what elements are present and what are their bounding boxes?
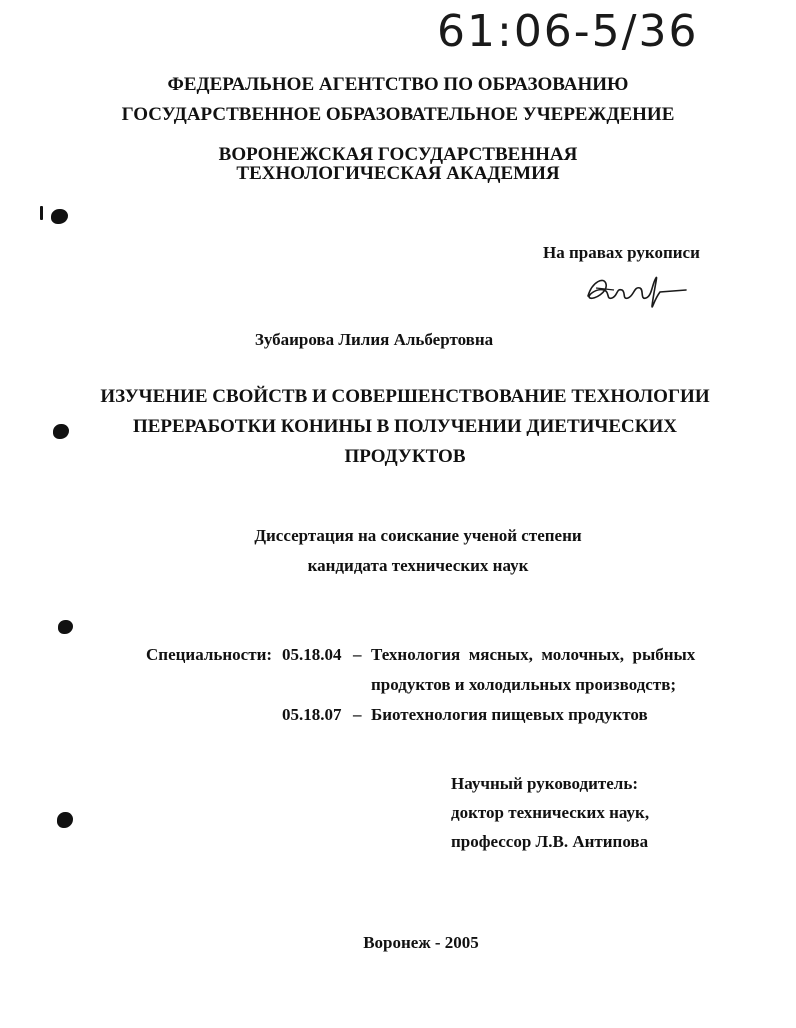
binder-mark-2 xyxy=(51,209,68,224)
institution-type-heading: ГОСУДАРСТВЕННОЕ ОБРАЗОВАТЕЛЬНОЕ УЧЕРЕЖДЕНИЕ xyxy=(121,104,675,125)
dissertation-title-line1: ИЗУЧЕНИЕ СВОЙСТВ И СОВЕРШЕНСТВОВАНИЕ ТЕХНОЛОГИИ xyxy=(100,386,710,407)
dissertation-title-line2: ПЕРЕРАБОТКИ КОНИНЫ В ПОЛУЧЕНИИ ДИЕТИЧЕСКИХ xyxy=(132,416,678,437)
supervisor-name: профессор Л.В. Антипова xyxy=(451,832,649,851)
agency-heading: ФЕДЕРАЛЬНОЕ АГЕНТСТВО ПО ОБРАЗОВАНИЮ xyxy=(167,74,629,95)
author-name: Зубаирова Лилия Альбертовна xyxy=(254,330,494,349)
specialty-name-1-line2: продуктов и холодильных производств; xyxy=(371,675,677,694)
academy-name-line2: ТЕХНОЛОГИЧЕСКАЯ АКАДЕМИЯ xyxy=(236,163,560,184)
dissertation-title-line3: ПРОДУКТОВ xyxy=(344,446,466,467)
academy-name-line1: ВОРОНЕЖСКАЯ ГОСУДАРСТВЕННАЯ xyxy=(218,144,578,165)
supervisor-degree: доктор технических наук, xyxy=(451,803,650,822)
binder-mark-5 xyxy=(57,812,73,828)
specialty-code-2: 05.18.07 xyxy=(282,705,342,724)
specialty-code-1: 05.18.04 xyxy=(282,645,342,664)
specialty-dash-2: – xyxy=(353,705,362,724)
specialties-label: Специальности: xyxy=(146,645,273,664)
supervisor-label: Научный руководитель: xyxy=(451,774,638,793)
degree-line2: кандидата технических наук xyxy=(307,556,529,575)
author-signature xyxy=(582,270,692,314)
degree-line1: Диссертация на соискание ученой степени xyxy=(254,526,582,545)
archive-code: 61:06-5/36 xyxy=(437,6,699,57)
specialty-name-1-line1: Технология мясных, молочных, рыбных xyxy=(371,645,696,664)
rights-note: На правах рукописи xyxy=(543,243,700,262)
city-year-footer: Воронеж - 2005 xyxy=(363,933,479,952)
binder-mark-1 xyxy=(40,206,43,220)
specialty-dash-1: – xyxy=(353,645,362,664)
specialty-name-2: Биотехнология пищевых продуктов xyxy=(371,705,648,724)
binder-mark-4 xyxy=(58,620,73,634)
